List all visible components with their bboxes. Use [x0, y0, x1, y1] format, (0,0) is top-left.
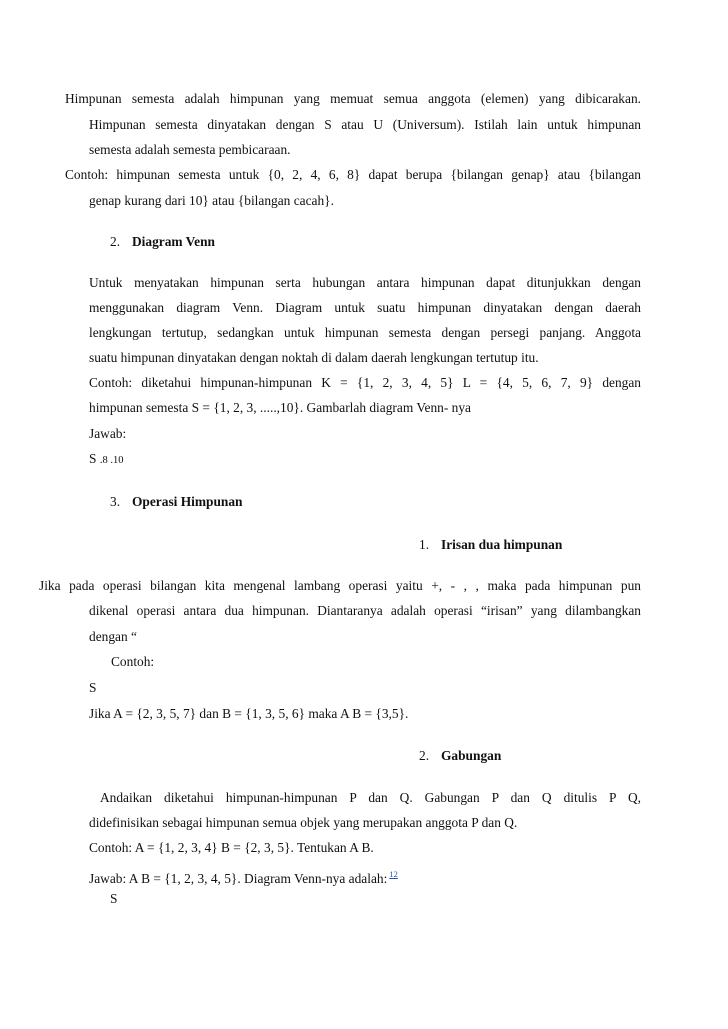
paragraph-line-with-footnote: [89, 866, 398, 887]
section-title: Operasi Himpunan: [132, 494, 243, 509]
example-label: Contoh:: [111, 654, 155, 669]
subsection-number: 2.: [419, 748, 430, 763]
paragraph-line: Untuk menyatakan himpunan serta hubungan antara himpunan dapat ditunjukkan dengan: [89, 275, 641, 290]
paragraph-line: Contoh: diketahui himpunan-himpunan K = {1, 2, 3, 4, 5} L = {4, 5, 6, 7, 9} dengan: [89, 375, 641, 390]
paragraph-line: genap kurang dari 10} atau {bilangan cacah}.: [89, 193, 334, 208]
paragraph-text: Jawab: A B = {1, 2, 3, 4, 5}. Diagram Venn-nya adalah:: [89, 871, 388, 886]
subsection-title: Irisan dua himpunan: [441, 537, 563, 552]
paragraph-line: Jika pada operasi bilangan kita mengenal lambang operasi yaitu +, - , , maka pada himpunan pun: [39, 578, 641, 593]
universe-symbol: S: [89, 451, 97, 466]
section-number: 3.: [110, 494, 121, 509]
section-heading-operasi-himpunan: [110, 494, 243, 510]
universe-symbol: S: [89, 680, 97, 695]
paragraph-line: Contoh: A = {1, 2, 3, 4} B = {2, 3, 5}. Tentukan A B.: [89, 840, 374, 855]
paragraph-line: Contoh: himpunan semesta untuk {0, 2, 4, 6, 8} dapat berupa {bilangan genap} atau {bilangan: [65, 167, 641, 182]
paragraph-line: semesta adalah semesta pembicaraan.: [89, 142, 291, 157]
venn-element-dots: .8 .10: [99, 455, 124, 466]
paragraph-line: Himpunan semesta dinyatakan dengan S atau U (Universum). Istilah lain untuk himpunan: [89, 117, 641, 132]
subsection-title: Gabungan: [441, 748, 502, 763]
paragraph-line: himpunan semesta S = {1, 2, 3, .....,10}. Gambarlah diagram Venn- nya: [89, 400, 472, 415]
subsection-heading-gabungan: [419, 748, 501, 764]
paragraph-line: Andaikan diketahui himpunan-himpunan P dan Q. Gabungan P dan Q ditulis P Q,: [100, 790, 641, 805]
paragraph-line: menggunakan diagram Venn. Diagram untuk suatu himpunan dinyatakan dengan daerah: [89, 300, 641, 315]
paragraph-line: didefinisikan sebagai himpunan semua objek yang merupakan anggota P dan Q.: [89, 815, 518, 830]
subsection-heading-irisan: [419, 537, 562, 553]
paragraph-line: suatu himpunan dinyatakan dengan noktah di dalam daerah lengkungan tertutup itu.: [89, 350, 539, 365]
paragraph-line: lengkungan tertutup, sedangkan untuk himpunan semesta dengan persegi panjang. Anggota: [89, 325, 641, 340]
footnote-link[interactable]: 12: [389, 869, 398, 879]
paragraph-line: Himpunan semesta adalah himpunan yang memuat semua anggota (elemen) yang dibicarakan.: [65, 91, 641, 106]
paragraph-line: Jika A = {2, 3, 5, 7} dan B = {1, 3, 5, 6} maka A B = {3,5}.: [89, 706, 409, 721]
section-title: Diagram Venn: [132, 234, 215, 249]
venn-universe-label: [89, 451, 123, 469]
paragraph-line: dengan “: [89, 629, 137, 644]
universe-symbol: S: [110, 891, 118, 906]
answer-label: Jawab:: [89, 426, 127, 441]
section-heading-diagram-venn: [110, 234, 215, 250]
subsection-number: 1.: [419, 537, 430, 552]
section-number: 2.: [110, 234, 121, 249]
paragraph-line: dikenal operasi antara dua himpunan. Diantaranya adalah operasi “irisan” yang dilambangkan: [89, 603, 641, 618]
